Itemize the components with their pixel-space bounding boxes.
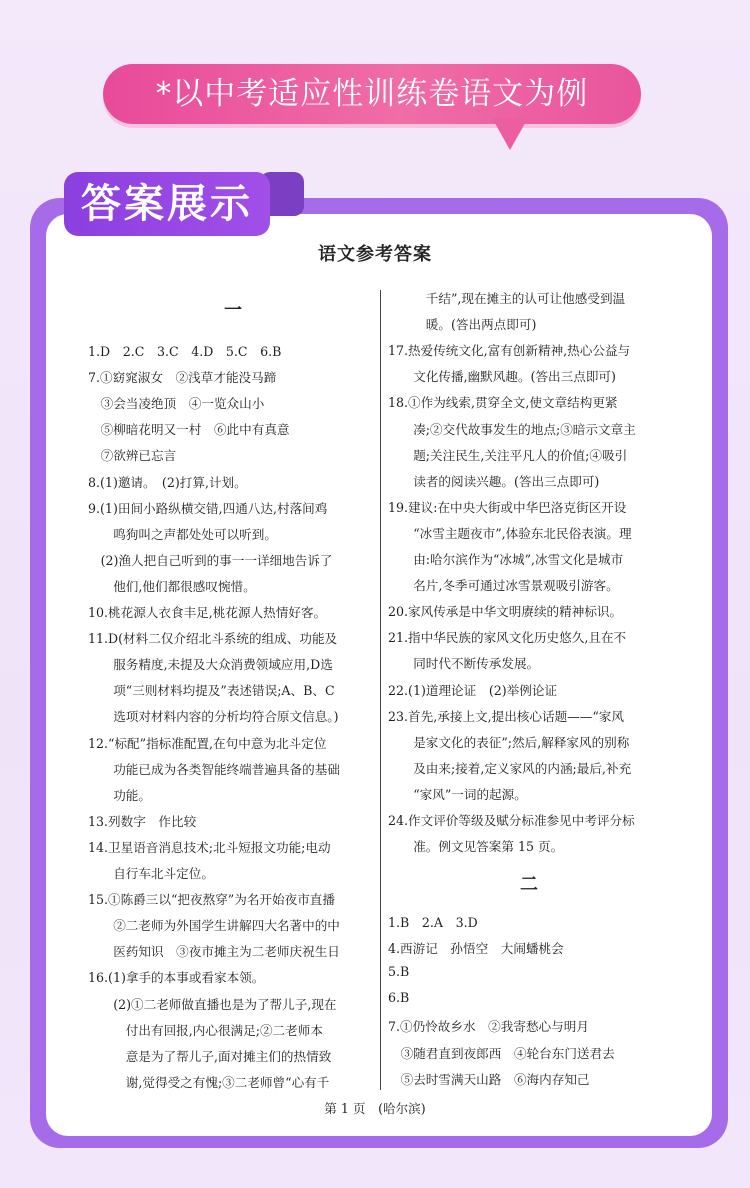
answer-line: 千结”,现在摊主的认可让他感受到温 (388, 291, 626, 306)
answer-line: 19.建议:在中央大街或中华巴洛克街区开设 (388, 499, 627, 515)
answer-line: 17.热爱传统文化,富有创新精神,热心公益与 (388, 343, 631, 359)
answer-line: ②二老师为外国学生讲解四大名著中的中 (88, 918, 340, 934)
answer-line: 功能。 (88, 787, 151, 803)
answer-line: 他们,他们都很感叹惋惜。 (88, 578, 256, 594)
answer-line: 是家文化的表征”;然后,解释家风的别称 (388, 734, 630, 750)
answer-line: 24.作文评价等级及赋分标准参见中考评分标 (388, 813, 635, 828)
answer-line: 7.①窈窕淑女 ②浅草才能没马蹄 (88, 370, 277, 386)
answer-line: 16.(1)拿手的本事或看家本领。 (88, 970, 265, 986)
answer-line: (2)渔人把自己听到的事一一详细地告诉了 (88, 552, 333, 568)
section-heading-two: 二 (520, 874, 538, 895)
answer-line: 名片,冬季可通过冰雪景观吸引游客。 (388, 578, 619, 594)
answer-line: 文化传播,幽默风趣。(答出三点即可) (388, 369, 616, 385)
banner-pointer (492, 118, 528, 150)
answer-line: ⑤柳暗花明又一村 ⑥此中有真意 (88, 422, 290, 438)
example-banner: *以中考适应性训练卷语文为例 (103, 64, 641, 124)
answer-line: 20.家风传承是中华文明赓续的精神标识。 (388, 604, 623, 620)
answer-line: 凑;②交代故事发生的地点;③暗示文章主 (388, 421, 636, 437)
answer-line: 13.列数字 作比较 (88, 813, 197, 829)
answer-line: 22.(1)道理论证 (2)举例论证 (388, 682, 558, 698)
answer-line: 同时代不断传承发展。 (388, 656, 540, 672)
answer-line: 医药知识 ③夜市摊主为二老师庆祝生日 (88, 944, 340, 960)
answer-display-tag: 答案展示 (64, 172, 270, 236)
answer-line: 暖。(答出两点即可) (388, 317, 537, 333)
answer-line: (2)①二老师做直播也是为了帮儿子,现在 (88, 996, 337, 1012)
answer-line: ③会当凌绝顶 ④一览众山小 (88, 396, 265, 412)
answer-line: 读者的阅读兴趣。(答出三点即可) (388, 473, 600, 489)
answer-line: 选项对材料内容的分析均符合原文信息。) (88, 709, 339, 725)
answer-line: 项“三则材料均提及”表述错误;A、B、C (88, 683, 335, 699)
answer-line: 5.B (388, 964, 410, 980)
answer-line: 1.B 2.A 3.D (388, 915, 478, 930)
section-heading-one: 一 (224, 300, 242, 321)
answer-line: 14.卫星语音消息技术;北斗短报文功能;电动 (88, 839, 331, 855)
answer-line: 23.首先,承接上文,提出核心话题——“家风 (388, 708, 624, 724)
answer-line: 付出有回报,内心很满足;②二老师本 (88, 1022, 323, 1038)
answer-line: “冰雪主题夜市”,体验东北民俗表演。理 (388, 525, 632, 541)
answer-line: 服务精度,未提及大众消费领域应用,D选 (88, 657, 333, 673)
answer-line: ③随君直到夜郎西 ④轮台东门送君去 (388, 1045, 615, 1061)
answer-line: 1.D 2.C 3.C 4.D 5.C 6.B (88, 344, 282, 359)
answer-line: 谢,觉得受之有愧;③二老师曾“心有千 (88, 1074, 330, 1090)
answer-line: 意是为了帮儿子,面对摊主们的热情致 (88, 1048, 332, 1064)
answer-line: 及由来;接着,定义家风的内涵;最后,补充 (388, 760, 632, 776)
answer-line: 18.①作为线索,贯穿全文,使文章结构更紧 (388, 395, 618, 411)
answer-line: 12.“标配”指标准配置,在句中意为北斗定位 (88, 735, 327, 751)
answer-line: 11.D(材料二仅介绍北斗系统的组成、功能及 (88, 631, 338, 647)
answer-line: “家风”一词的起源。 (388, 786, 527, 802)
answer-line: 9.(1)田间小路纵横交错,四通八达,村落间鸡 (88, 500, 328, 516)
answer-line: 由:哈尔滨作为“冰城”,冰雪文化是城市 (388, 552, 624, 567)
answer-line: 10.桃花源人衣食丰足,桃花源人热情好客。 (88, 605, 327, 620)
answer-line: ⑤去时雪满天山路 ⑥海内存知己 (388, 1071, 590, 1087)
document-title: 语文参考答案 (318, 244, 432, 265)
answer-line: 15.①陈爵三以“把夜熬穿”为名开始夜市直播 (88, 892, 335, 908)
answer-line: 4.西游记 孙悟空 大闹蟠桃会 (388, 941, 564, 957)
answer-line: 21.指中华民族的家风文化历史悠久,且在不 (388, 630, 627, 646)
answer-line: 鸣狗叫之声都处处可以听到。 (88, 526, 277, 542)
answer-line: 功能已成为各类智能终端普遍具备的基础 (88, 761, 340, 777)
answer-line: 自行车北斗定位。 (88, 866, 214, 881)
answer-line: 题;关注民生,关注平凡人的价值;④吸引 (388, 447, 628, 463)
answer-line: 6.B (388, 990, 410, 1006)
answer-line: 7.①仍怜故乡水 ②我寄愁心与明月 (388, 1019, 589, 1035)
answer-line: 8.(1)邀请。 (2)打算,计划。 (88, 474, 247, 490)
page-footer: 第 1 页 (哈尔滨) (324, 1101, 426, 1116)
column-divider (380, 290, 381, 1090)
answer-line: 准。例文见答案第 15 页。 (388, 839, 564, 855)
answer-line: ⑦欲辨已忘言 (88, 448, 177, 464)
